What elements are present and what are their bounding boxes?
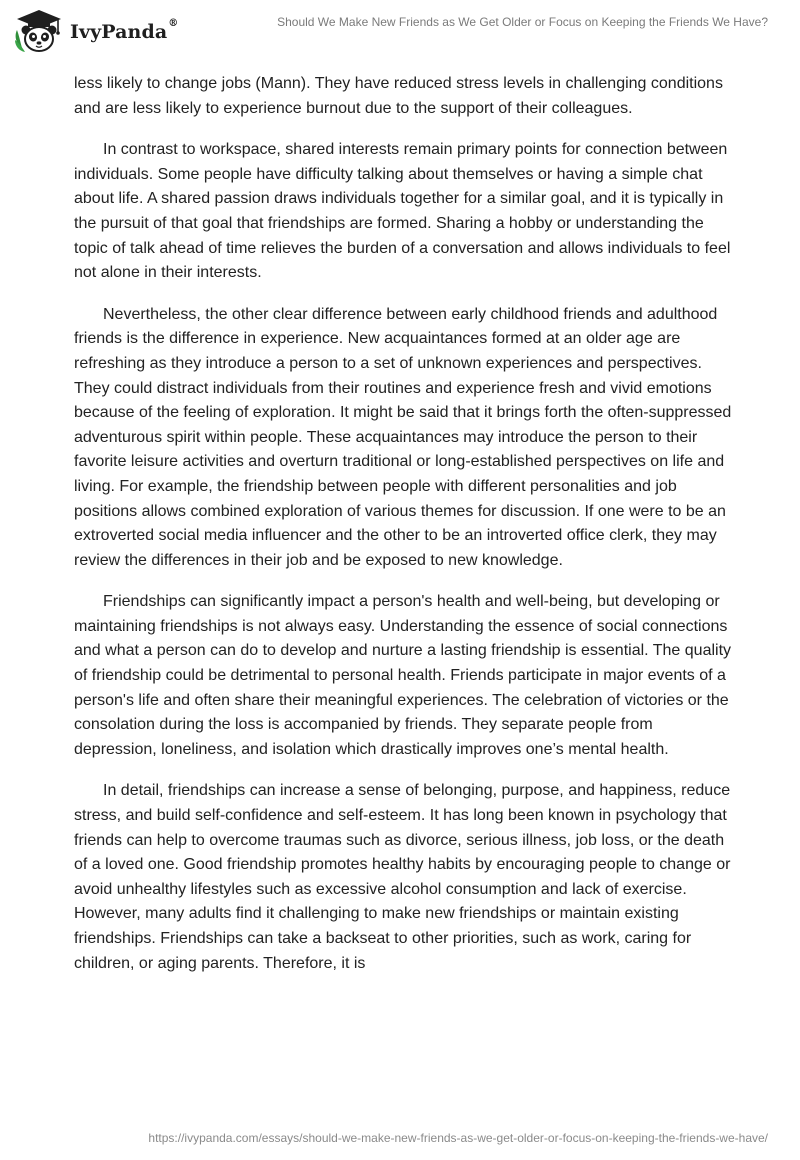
essay-body (74, 72, 734, 993)
paragraph: Friendships can significantly impact a person's health and well-being, but developing or maintaining friendships is not always easy. Understanding the essence of social connections and what a person can do to develop and nurture a lasting friendship is essential. The quality of friendship could be detrimental to personal health. Friends participate in major events of a person's life and often share their meaningful experiences. The celebration of victories or the consolation during the loss is accompanied by friends. They separate people from depression, loneliness, and isolation which drastically improves one’s mental health. (74, 593, 732, 758)
panda-graduate-icon (14, 8, 64, 54)
logo-wordmark (70, 18, 179, 43)
page-header (0, 0, 800, 62)
paragraph: In detail, friendships can increase a sense of belonging, purpose, and happiness, reduce stress, and build self-confidence and self-esteem. It has long been known in psychology that friends can help to overcome traumas such as divorce, serious illness, job loss, or the death of a loved one. Good friendship promotes healthy habits by encouraging people to change or avoid unhealthy lifestyles such as excessive alcohol consumption and lack of exercise. However, many adults find it challenging to make new friendships or maintain existing friendships. Friendships can take a backseat to other priorities, such as work, caring for children, or aging parents. Therefore, it is (74, 782, 731, 972)
paragraph: Nevertheless, the other clear difference between early childhood friends and adulthood friends is the difference in experience. New acquaintances formed at an older age are refreshing as they introduce a person to a set of unknown experiences and perspectives. They could distract individuals from their routines and experience fresh and vivid emotions because of the feeling of exploration. It might be said that it brings forth the often-suppressed adventurous spirit within people. These acquaintances may introduce the person to their favorite leisure activities and overturn traditional or long-established perspectives on life and living. For example, the friendship between people with different personalities and job positions allows combined exploration of various themes for discussion. If one were to be an extroverted social media influencer and the other to be an introverted office clerk, they may review the differences in their job and be exposed to new knowledge. (74, 305, 732, 569)
source-url: https://ivypanda.com/essays/should-we-make-new-friends-as-we-get-older-or-focus-on-keeping-the-friends-we-have/ (148, 1131, 768, 1145)
ivypanda-logo[interactable] (14, 8, 178, 54)
registered-mark: ® (168, 18, 179, 29)
running-title: Should We Make New Friends as We Get Older or Focus on Keeping the Friends We Have? (277, 15, 768, 29)
paragraph: In contrast to workspace, shared interests remain primary points for connection between individuals. Some people have difficulty talking about themselves or having a simple chat about life. A shared passion draws individuals together for a similar goal, and it is typically in the pursuit of that goal that friendships are formed. Sharing a hobby or understanding the topic of talk ahead of time relieves the burden of a conversation and allows individuals to feel not alone in their interests. (74, 141, 731, 282)
paragraph: less likely to change jobs (Mann). They have reduced stress levels in challenging conditions and are less likely to experience burnout due to the support of their colleagues. (74, 75, 723, 117)
brand-name: IvyPanda (70, 21, 168, 43)
